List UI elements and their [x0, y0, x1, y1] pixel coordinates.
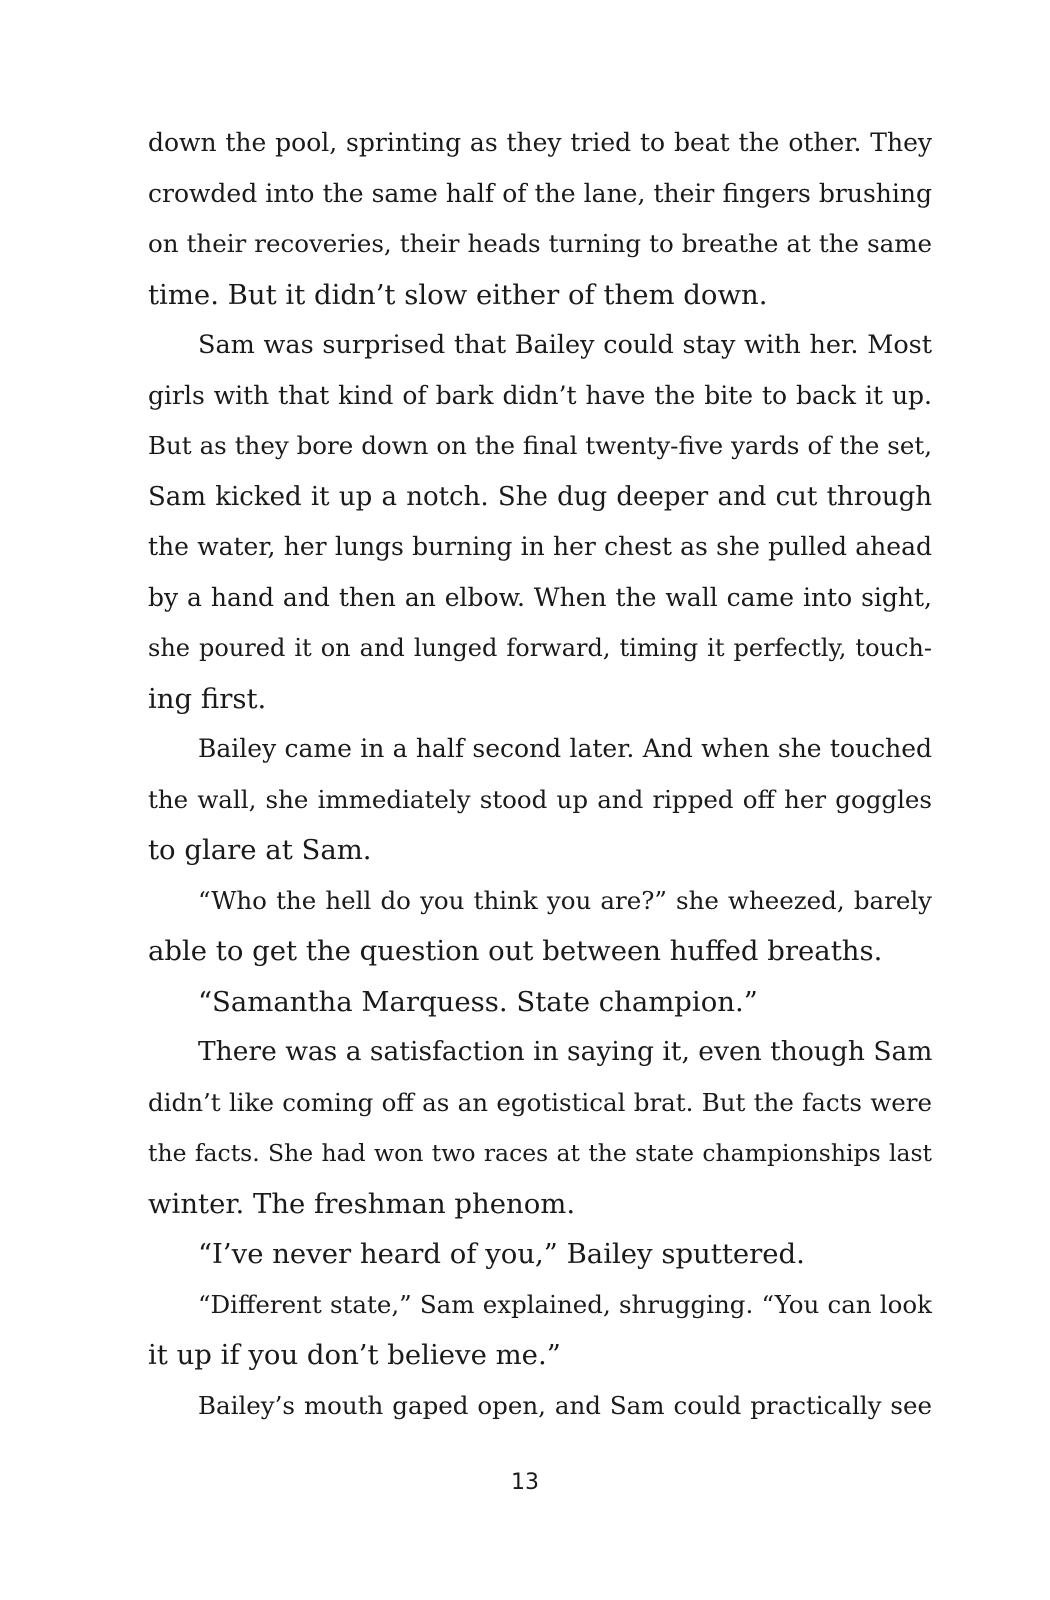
- text-line: Bailey’s mouth gaped open, and Sam could practically see: [198, 1390, 932, 1420]
- text-line: didn’t like coming off as an egotistical brat. But the facts were: [148, 1087, 932, 1117]
- text-line: winter. The freshman phenom.: [148, 1187, 576, 1220]
- text-line: “Samantha Marquess. State champion.”: [198, 985, 758, 1018]
- text-line: But as they bore down on the final twenty-five yards of the set,: [148, 431, 932, 460]
- text-line: to glare at Sam.: [148, 834, 372, 866]
- text-line: girls with that kind of bark didn’t have the bite to back it up.: [148, 380, 932, 410]
- text-line: the water, her lungs burning in her chest as she pulled ahead: [148, 532, 932, 561]
- text-line: “Who the hell do you think you are?” she wheezed, barely: [198, 885, 932, 915]
- text-line: Sam was surprised that Bailey could stay with her. Most: [198, 330, 932, 360]
- text-line: There was a satisfaction in saying it, even though Sam: [198, 1036, 933, 1067]
- text-line: “Different state,” Sam explained, shrugging. “You can look: [198, 1289, 932, 1319]
- text-line: “I’ve never heard of you,” Bailey sputtered.: [198, 1238, 805, 1270]
- text-line: Bailey came in a half second later. And when she touched: [198, 734, 932, 763]
- text-line: she poured it on and lunged forward, timing it perfectly, touch-: [148, 634, 932, 662]
- text-line: down the pool, sprinting as they tried to beat the other. They: [148, 128, 932, 157]
- body-text: [148, 118, 932, 1431]
- page-number: 13: [511, 1470, 539, 1495]
- text-line: the wall, she immediately stood up and ripped off her goggles: [148, 784, 932, 814]
- text-line: by a hand and then an elbow. When the wall came into sight,: [148, 582, 932, 612]
- text-line: time. But it didn’t slow either of them down.: [148, 278, 768, 311]
- text-line: Sam kicked it up a notch. She dug deeper and cut through: [148, 481, 932, 512]
- text-line: on their recoveries, their heads turning to breathe at the same: [148, 229, 932, 258]
- text-line: it up if you don’t believe me.”: [148, 1339, 561, 1371]
- text-line: crowded into the same half of the lane, their fingers brushing: [148, 178, 932, 208]
- text-line: able to get the question out between huffed breaths.: [148, 935, 883, 967]
- text-line: ing first.: [148, 682, 267, 715]
- text-line: the facts. She had won two races at the state championships last: [148, 1139, 932, 1167]
